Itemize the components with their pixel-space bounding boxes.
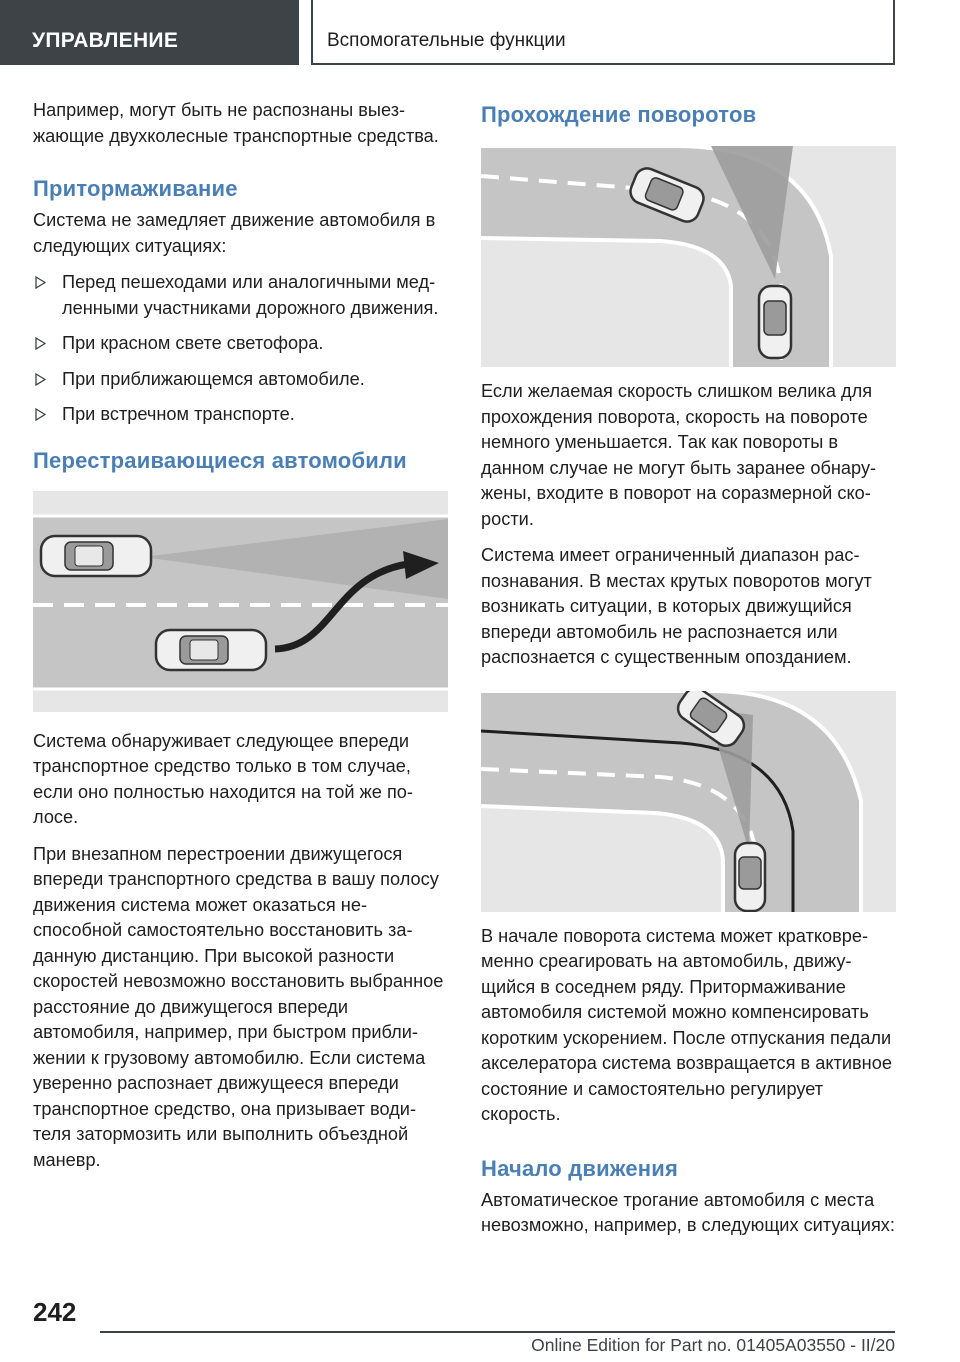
car-icon bbox=[759, 286, 791, 358]
chapter-header bbox=[311, 0, 895, 65]
list-item: При приближающемся автомобиле. bbox=[33, 367, 448, 393]
right-column bbox=[481, 98, 896, 1250]
heading-braking: Притормаживание bbox=[33, 176, 238, 201]
triangle-bullet-icon bbox=[35, 337, 46, 350]
start-paragraph: Автоматическое трогание автомобиля с места невозможно, например, в следующих ситуациях: bbox=[481, 1189, 895, 1235]
lane-change-figure bbox=[33, 491, 448, 712]
footer-divider bbox=[100, 1331, 895, 1333]
braking-paragraph: Система не замедляет движение автомобиля в следующих ситуациях: bbox=[33, 210, 436, 256]
intro-paragraph: Например, могут быть не распознаны выезжающие двухколесные транспортные средства. bbox=[33, 100, 439, 146]
page-number: 242 bbox=[33, 1297, 77, 1327]
curves-paragraph-1: Если желаемая скорость слишком велика для прохождения поворота, скорость на повороте немного уменьшается. Так как повороты в данном случае не могут быть заранее обнаружены, входите в поворот на соразмерной скорости. bbox=[481, 381, 877, 529]
braking-list bbox=[33, 270, 448, 428]
section-title: УПРАВЛЕНИЕ bbox=[32, 29, 179, 52]
list-item: При красном свете светофора. bbox=[33, 331, 448, 357]
heading-lane-change: Перестраивающиеся автомобили bbox=[33, 447, 407, 473]
curve-figure-2 bbox=[481, 691, 896, 912]
section-tab bbox=[0, 0, 299, 65]
triangle-bullet-icon bbox=[35, 373, 46, 386]
curves-paragraph-3: В начале поворота система может кратковременно среагировать на автомобиль, движущийся в соседнем ряду. Притормаживание автомобиля системой можно компенсировать коротким ускорением. После отпускания педали акселератора система возвращается в активное состояние и самостоятельно регулирует скорость. bbox=[481, 925, 892, 1124]
curves-paragraph-2: Система имеет ограниченный диапазон распознавания. В местах крутых поворотов могут возникать ситуации, в которых движущийся впереди автомобиль не распознается или распознается с существенным опозданием. bbox=[481, 545, 872, 667]
curve-illustration-1 bbox=[481, 146, 896, 367]
triangle-bullet-icon bbox=[35, 408, 46, 421]
triangle-bullet-icon bbox=[35, 276, 46, 289]
lane-paragraph-2: При внезапном перестроении движущегося впереди транспортного средства в вашу полосу движения система может оказаться неспособной самостоятельно восстановить заданную дистанцию. При высокой разности скоростей невозможно восстановить выбранное расстояние до движущегося впереди автомобиля, например, при быстром приближении к грузовому автомобилю. Если система уверенно распознает движущееся впереди транспортное средство, она призывает водителя затормозить или выполнить объездной маневр. bbox=[33, 843, 444, 1170]
chapter-title: Вспомогательные функции bbox=[327, 30, 566, 51]
list-item: Перед пешеходами или аналогичными медленными участниками дорожного движения. bbox=[33, 270, 448, 321]
curve-figure-1 bbox=[481, 146, 896, 367]
heading-start: Начало движения bbox=[481, 1155, 679, 1181]
left-column bbox=[33, 98, 448, 1184]
lane-change-illustration bbox=[33, 491, 448, 712]
heading-curves: Прохождение поворотов bbox=[481, 102, 757, 127]
curve-illustration-2 bbox=[481, 691, 896, 912]
car-icon bbox=[156, 630, 266, 670]
car-icon bbox=[41, 536, 151, 576]
lane-paragraph-1: Система обнаруживает следующее впереди транспортное средство только в том случае, если оно полностью находится на той же полосе. bbox=[33, 730, 413, 827]
car-icon bbox=[735, 843, 765, 911]
list-item: При встречном транспорте. bbox=[33, 402, 448, 428]
footer-edition: Online Edition for Part no. 01405A03550 - II/20 bbox=[531, 1335, 895, 1355]
